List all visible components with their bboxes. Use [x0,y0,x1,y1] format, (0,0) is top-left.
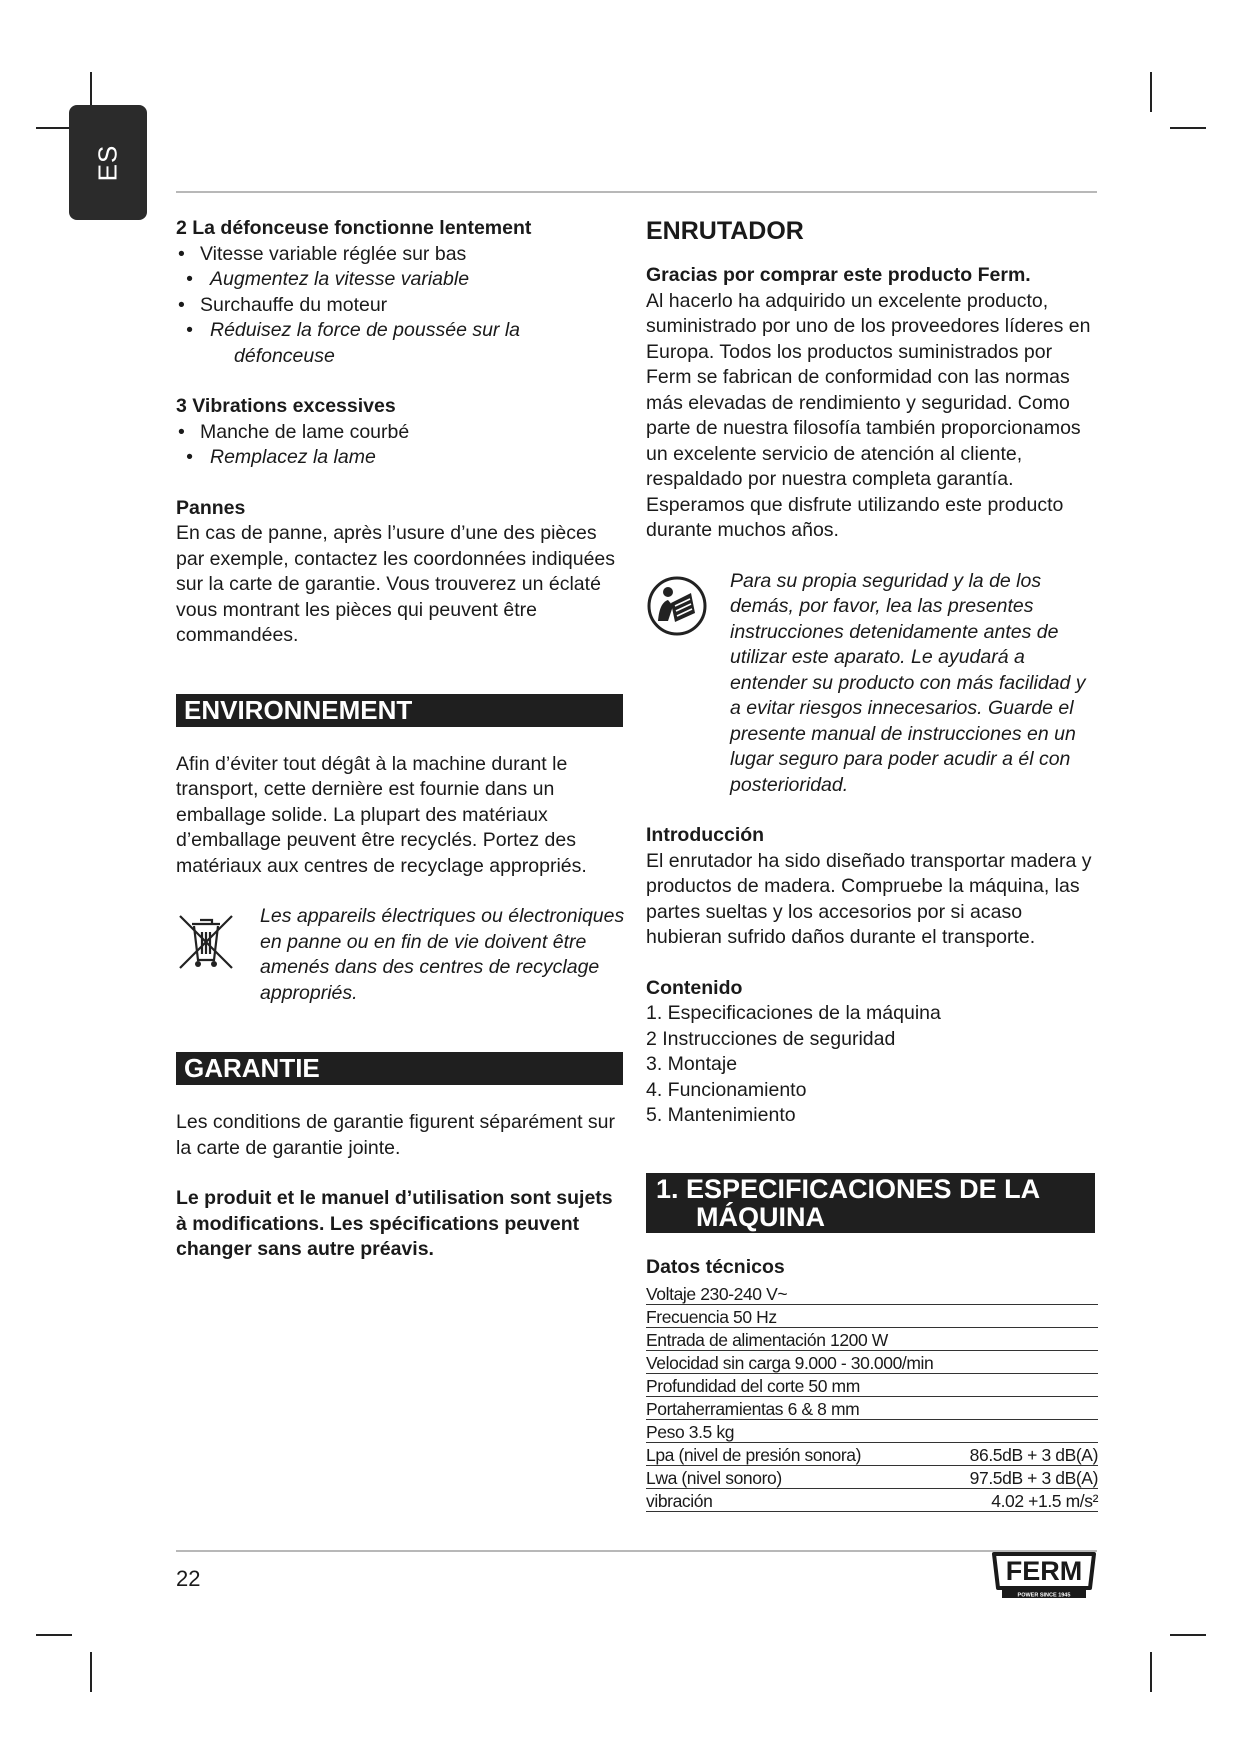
list-item: • Augmentez la vitesse variable [176,267,626,293]
crop-mark [1170,127,1206,129]
ferm-logo [990,1548,1098,1600]
troubleshoot-3-list [176,420,626,471]
spec-value [958,1351,1098,1374]
spec-label: vibración [646,1489,958,1512]
table-row [646,1282,1098,1305]
spec-value [958,1374,1098,1397]
crop-mark [90,1652,92,1692]
spec-value [958,1420,1098,1443]
spec-label: Voltaje 230-240 V~ [646,1282,958,1305]
list-item-line: Réduisez la force de poussée sur la [210,319,521,341]
list-item [176,318,626,369]
spec-value [958,1328,1098,1351]
language-tab [69,105,147,220]
spec-label: Profundidad del corte 50 mm [646,1374,958,1397]
table-row [646,1466,1098,1489]
weee-text: Les appareils électriques ou électroniques en panne ou en fin de vie doivent être amenés dans des centres de recyclage appropriés. [260,905,625,1004]
table-row [646,1443,1098,1466]
spec-label: Velocidad sin carga 9.000 - 30.000/min [646,1351,958,1374]
left-column [176,216,626,1263]
read-manual-icon [646,575,708,637]
crop-mark [1150,1652,1152,1692]
list-item: 3. Montaje [646,1053,738,1075]
thanks-text: Al hacerlo ha adquirido un excelente producto, suministrado por uno de los proveedores líderes en Europa. Todos los productos suministrados por Ferm se fabrican de conformidad con las normas más elevadas de rendimiento y seguridad. Como parte de nuestra filosofía también proporcionamos un excelente servicio de atención al cliente, respaldado por nuestra completa garantía. Esperamos que disfrute utilizando este producto durante muchos años. [646,289,1091,541]
table-row [646,1328,1098,1351]
table-row [646,1351,1098,1374]
page-number: 22 [176,1566,201,1591]
environment-heading: ENVIRONNEMENT [176,694,623,727]
pannes-title: Pannes [176,496,246,519]
spec-label: Lpa (nivel de presión sonora) [646,1443,958,1466]
weee-notice [176,904,626,1006]
thanks-title: Gracias por comprar este producto Ferm. [646,264,1031,286]
table-row [646,1397,1098,1420]
table-row [646,1305,1098,1328]
specifications-heading-line: 1. ESPECIFICACIONES DE LA [656,1173,1041,1204]
safety-text: Para su propia seguridad y la de los demás, por favor, lea las presentes instrucciones detenidamente antes de utilizar este aparato. Le ayudará a entender su producto con más facilidad y a evitar riesgos innecesarios. Guarde el presente manual de instrucciones en un lugar seguro para poder acudir a él con posterioridad. [730,569,1086,796]
spec-value: 97.5dB + 3 dB(A) [958,1466,1098,1489]
footer-rule [176,1550,1097,1552]
list-item: 1. Especificaciones de la máquina [646,1002,941,1024]
spec-label: Entrada de alimentación 1200 W [646,1328,958,1351]
troubleshoot-2-title: 2 La défonceuse fonctionne lentement [176,217,532,239]
safety-notice [646,569,1098,799]
weee-bin-icon [176,910,236,974]
list-item: • Vitesse variable réglée sur bas [176,242,626,268]
table-row [646,1420,1098,1443]
spec-value [958,1305,1098,1328]
table-row [646,1489,1098,1512]
spec-value [958,1282,1098,1305]
spec-label: Portaherramientas 6 & 8 mm [646,1397,958,1420]
list-item-line: défonceuse [234,344,335,367]
warranty-heading: GARANTIE [176,1052,623,1085]
specs-table [646,1282,1098,1512]
crop-mark [36,127,72,129]
table-row [646,1374,1098,1397]
list-item: • Remplacez la lame [176,445,626,471]
logo-text: FERM [1005,1556,1083,1586]
logo-tagline: POWER SINCE 1945 [1017,1592,1071,1599]
specifications-heading-line: MÁQUINA [696,1201,825,1232]
change-notice: Le produit et le manuel d’utilisation sont sujets à modifications. Les spécifications peuvent changer sans autre préavis. [176,1187,613,1260]
spec-label: Lwa (nivel sonoro) [646,1466,958,1489]
language-tab-label: ES [92,144,123,181]
specifications-heading [646,1173,1095,1233]
intro-text: El enrutador ha sido diseñado transportar madera y productos de madera. Compruebe la máquina, las partes sueltas y los accesorios por si acaso hubieran sufrido daños durante el transporte. [646,849,1092,948]
spec-value: 4.02 +1.5 m/s² [958,1489,1098,1512]
intro-title: Introducción [646,824,765,846]
spec-label: Frecuencia 50 Hz [646,1305,958,1328]
crop-mark [36,1634,72,1636]
list-item: 4. Funcionamiento [646,1078,807,1101]
contents-title: Contenido [646,976,743,999]
troubleshoot-3-title: 3 Vibrations excessives [176,395,396,417]
page-title: ENRUTADOR [646,217,804,245]
contents-list [646,1001,1098,1129]
pannes-text: En cas de panne, après l’usure d’une des pièces par exemple, contactez les coordonnées indiquées sur la carte de garantie. Vous trouverez un éclaté vous montrant les pièces qui peuvent être commandées. [176,522,616,646]
right-column [646,216,1098,1512]
list-item: • Surchauffe du moteur [176,293,626,319]
list-item: • Manche de lame courbé [176,420,626,446]
spec-value: 86.5dB + 3 dB(A) [958,1443,1098,1466]
crop-mark [1150,72,1152,112]
warranty-text: Les conditions de garantie figurent séparément sur la carte de garantie jointe. [176,1111,616,1159]
technical-data-title: Datos técnicos [646,1255,785,1278]
environment-text: Afin d’éviter tout dégât à la machine durant le transport, cette dernière est fournie dans un emballage solide. La plupart des matériaux d’emballage peuvent être recyclés. Portez des matériaux aux centres de recyclage appropriés. [176,752,587,877]
list-item: 2 Instrucciones de seguridad [646,1027,896,1050]
crop-mark [1170,1634,1206,1636]
header-rule [176,191,1097,193]
list-item: 5. Mantenimiento [646,1104,796,1126]
spec-label: Peso 3.5 kg [646,1420,958,1443]
troubleshoot-2-list [176,242,626,370]
spec-value [958,1397,1098,1420]
